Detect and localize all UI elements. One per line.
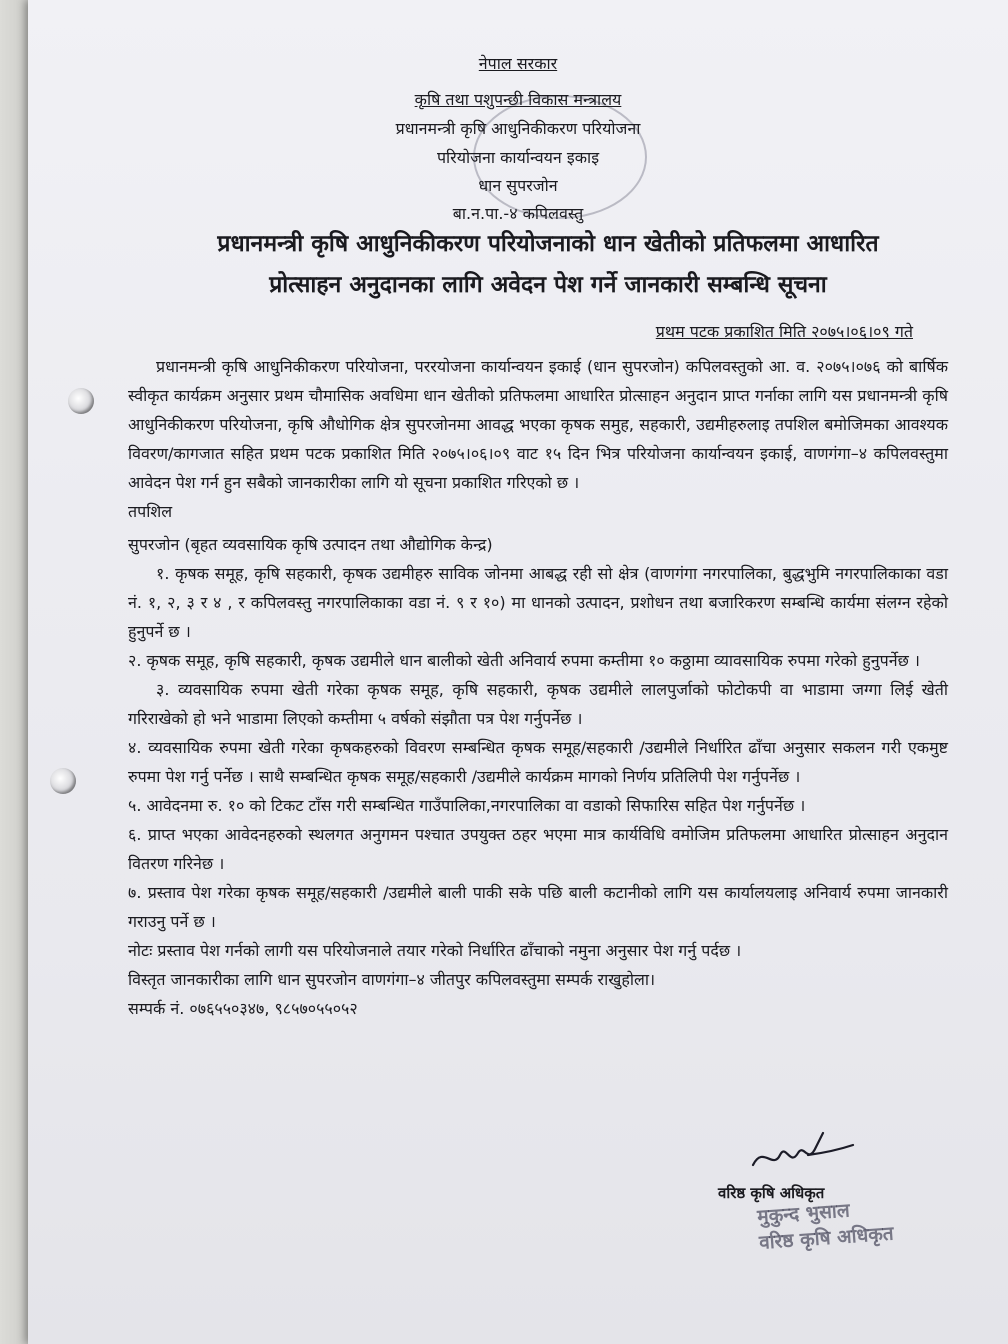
intro-paragraph: प्रधानमन्त्री कृषि आधुनिकीकरण परियोजना, पररयोजना कार्यान्वयन इकाई (धान सुपरजोन) कपिलवस्तुको आ. व. २०७५।०७६ को बार्षिक स्वीकृत कार्यक्रम अनुसार प्रथम चौमासिक अवधिमा धान खेतीको प्रतिफलमा आधारित प्रोत्साहन अनुदान प्राप्त गर्नाका लागि यस प्रधानमन्त्री कृषि आधुनिकीकरण परियोजना, कृषि औधोगिक क्षेत्र सुपरजोनमा आवद्ध भएका कृषक समुह, सहकारी, उद्यमीहरुलाइ तपशिल बमोजिमका आवश्यक विवरण/कागजात सहित प्रथम पटक प्रकाशित मिति २०७५।०६।०९ वाट १५ दिन भित्र परियोजना कार्यान्वयन इकाई, वाणगंगा–४ कपिलवस्तुमा आवेदन पेश गर्न हुन सबैको जानकारीका लागि यो सूचना प्रकाशित गरिएको छ ।: [128, 357, 948, 492]
notice-body: [128, 352, 948, 1023]
stamp-designation: वरिष्ठ कृषि अधिकृत: [758, 1222, 895, 1254]
publish-date: प्रथम पटक प्रकाशित मिति २०७५।०६।०९ गते: [655, 322, 913, 341]
note-text: नोटः प्रस्ताव पेश गर्नको लागी यस परियोजनाले तयार गरेको निर्धारित ढाँचाको नमुना अनुसार पेश गर्नु पर्दछ ।: [128, 941, 742, 960]
signature-block: [718, 1125, 978, 1255]
header-superzone: धान सुपरजोन: [478, 176, 558, 195]
section-heading: सुपरजोन (बृहत व्यवसायिक कृषि उत्पादन तथा औद्योगिक केन्द्र): [128, 535, 493, 554]
tapashil-label: तपशिल: [128, 502, 173, 521]
stamp-name: मुकुन्द भुसाल: [756, 1199, 851, 1228]
contact-numbers: सम्पर्क नं. ०७६५५०३४७, ९८५७०५५०५२: [128, 999, 358, 1018]
header-ministry: कृषि तथा पशुपन्छी विकास मन्त्रालय: [414, 90, 622, 109]
handwritten-signature: [748, 1125, 858, 1180]
header-address: बा.न.पा.-४ कपिलवस्तु: [452, 204, 584, 223]
list-item: ७. प्रस्ताव पेश गरेका कृषक समूह/सहकारी /उद्यमीले बाली पाकी सके पछि बाली कटानीको लागि यस कार्यालयलाइ अनिवार्य रुपमा जानकारी गराउनु पर्ने छ ।: [128, 883, 948, 931]
notice-title-line1: प्रधानमन्त्री कृषि आधुनिकीकरण परियोजनाको धान खेतीको प्रतिफलमा आधारित: [217, 231, 879, 257]
header-government: नेपाल सरकार: [478, 54, 558, 73]
list-item: ४. व्यवसायिक रुपमा खेती गरेका कृषकहरुको विवरण सम्बन्धित कृषक समूह/सहकारी /उद्यमीले निर्धारित ढाँचा अनुसार सकलन गरी एकमुष्ट रुपमा पेश गर्नु पर्नेछ । साथै सम्बन्धित कृषक समूह/सहकारी /उद्यमीले कार्यक्रम मागको निर्णय प्रतिलिपी पेश गर्नुपर्नेछ ।: [128, 738, 948, 786]
list-item: २. कृषक समूह, कृषि सहकारी, कृषक उद्यमीले धान बालीको खेती अनिवार्य रुपमा कम्तीमा १० कठ्ठामा व्यावसायिक रुपमा गरेको हुनुपर्नेछ ।: [128, 651, 920, 670]
header-project: प्रधानमन्त्री कृषि आधुनिकीकरण परियोजना: [395, 119, 641, 138]
list-item: १. कृषक समूह, कृषि सहकारी, कृषक उद्यमीहरु साविक जोनमा आबद्ध रही सो क्षेत्र (वाणगंगा नगरपालिका, बुद्धभुमि नगरपालिकाका वडा नं. १, २, ३ र ४ , र कपिलवस्तु नगरपालिकाका वडा नं. ९ र १०) मा धानको उत्पादन, प्रशोधन तथा बजारिकरण सम्बन्धि कार्यमा संलग्न रहेको हुनुपर्ने छ ।: [128, 564, 948, 641]
detail-text: विस्तृत जानकारीका लागि धान सुपरजोन वाणगंगा–४ जीतपुर कपिलवस्तुमा सम्पर्क राखुहोला।: [128, 970, 656, 989]
list-item: ३. व्यवसायिक रुपमा खेती गरेका कृषक समूह, कृषि सहकारी, कृषक उद्यमीले लालपुर्जाको फोटोकपी वा भाडामा जग्गा लिई खेती गरिराखेको हो भने भाडामा लिएको कम्तीमा ५ वर्षको संझौता पत्र पेश गर्नुपर्नेछ ।: [128, 680, 948, 728]
signatory-designation: वरिष्ठ कृषि अधिकृत: [718, 1184, 825, 1202]
list-item: ५. आवेदनमा रु. १० को टिकट टाँस गरी सम्बन्धित गाउँपालिका,नगरपालिका वा वडाको सिफारिस सहित पेश गर्नुपर्नेछ ।: [128, 796, 806, 815]
punch-hole: [50, 768, 76, 794]
punch-hole: [68, 388, 94, 414]
notice-document: [28, 0, 1008, 1344]
header-unit: परियोजना कार्यान्वयन इकाइ: [436, 148, 600, 167]
list-item: ६. प्राप्त भएका आवेदनहरुको स्थलगत अनुगमन पश्चात उपयुक्त ठहर भएमा मात्र कार्यविधि वमोजिम प्रतिफलमा आधारित प्रोत्साहन अनुदान वितरण गरिनेछ ।: [128, 825, 948, 873]
notice-title-line2: प्रोत्साहन अनुदानका लागि अवेदन पेश गर्ने जानकारी सम्बन्धि सूचना: [269, 272, 827, 298]
